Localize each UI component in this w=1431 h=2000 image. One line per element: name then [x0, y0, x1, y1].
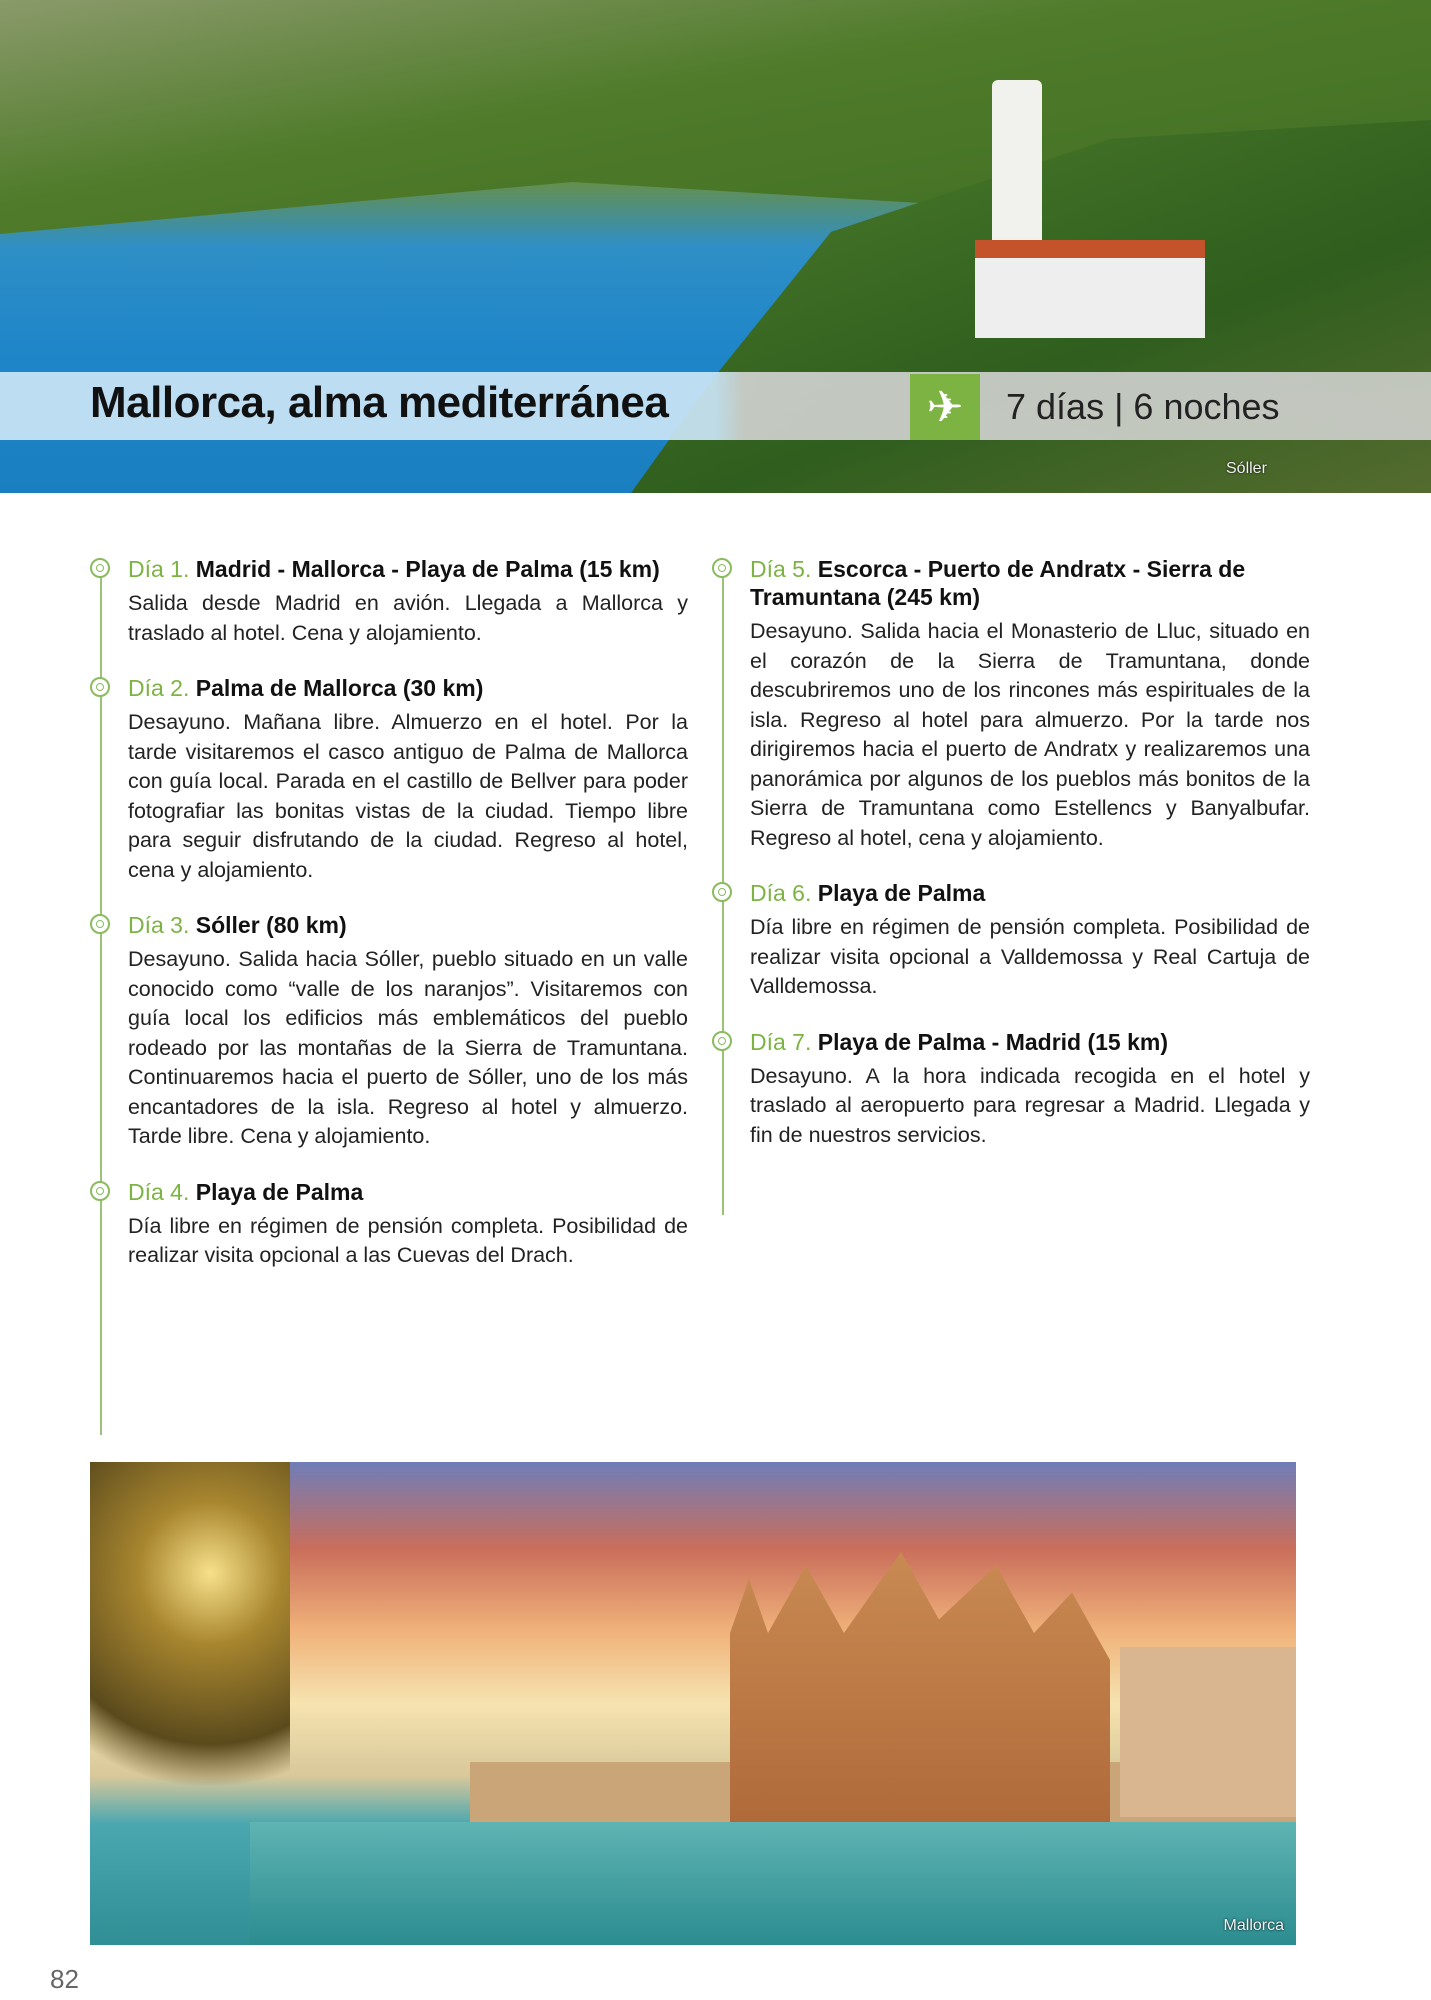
day-description: Desayuno. Salida hacia Sóller, pueblo situado en un valle conocido como “valle de los naranjos”. Visitaremos con guía local los edificios más emblemáticos del pueblo rodeado por las montañas de la Sierra de Tramuntana. Continuaremos hacia el puerto de Sóller, uno de los más encantadores de la isla. Regreso al hotel y almuerzo. Tarde libre. Cena y alojamiento.: [128, 947, 688, 1148]
palace: [1120, 1647, 1296, 1817]
itinerary-right-column: [710, 555, 1310, 1176]
timeline-bullet-icon: [90, 1181, 110, 1201]
itinerary-day: [710, 879, 1310, 1002]
itinerary-day: [710, 555, 1310, 853]
day-heading: Día 3. Sóller (80 km): [128, 912, 347, 938]
itinerary-day: [88, 555, 688, 648]
cathedral: [730, 1552, 1110, 1822]
lake: [250, 1822, 1296, 1945]
itinerary-day: [710, 1028, 1310, 1151]
day-description: Día libre en régimen de pensión completa. Posibilidad de realizar visita opcional a Valldemossa y Real Cartuja de Valldemossa.: [750, 915, 1310, 998]
day-heading: Día 4. Playa de Palma: [128, 1178, 364, 1205]
page-number: 82: [50, 1964, 79, 1994]
palma-cathedral-photo: [90, 1462, 1296, 1945]
tree: [90, 1462, 290, 1832]
page-title: Mallorca, alma mediterránea: [90, 378, 669, 427]
timeline-bullet-icon: [90, 558, 110, 578]
timeline-bullet-icon: [712, 882, 732, 902]
day-description: Salida desde Madrid en avión. Llegada a Mallorca y traslado al hotel. Cena y alojamiento.: [128, 591, 688, 645]
timeline-bullet-icon: [712, 1031, 732, 1051]
timeline-bullet-icon: [90, 914, 110, 934]
itinerary-day: [88, 1178, 688, 1271]
day-heading: Día 1. Madrid - Mallorca - Playa de Palma (15 km): [128, 556, 660, 582]
trip-duration: 7 días | 6 noches: [1006, 386, 1280, 427]
house: [975, 240, 1205, 338]
day-heading: Día 6. Playa de Palma: [750, 880, 986, 906]
timeline-bullet-icon: [712, 558, 732, 578]
photo-caption: Mallorca: [1223, 1917, 1284, 1934]
day-description: Desayuno. Mañana libre. Almuerzo en el hotel. Por la tarde visitaremos el casco antiguo de Palma de Mallorca con guía local. Parada en el castillo de Bellver para poder fotografiar las bonitas vistas de la ciudad. Tiempo libre para seguir disfrutando de la ciudad. Regreso al hotel, cena y alojamiento.: [128, 710, 688, 882]
itinerary-day: [88, 911, 688, 1152]
airplane-icon: ✈: [910, 374, 980, 440]
day-description: Día libre en régimen de pensión completa. Posibilidad de realizar visita opcional a las Cuevas del Drach.: [128, 1213, 688, 1267]
itinerary-day: [88, 674, 688, 885]
day-heading: Día 7. Playa de Palma - Madrid (15 km): [750, 1028, 1169, 1055]
day-description: Desayuno. Salida hacia el Monasterio de Lluc, situado en el corazón de la Sierra de Tramuntana, donde descubriremos uno de los rincones más espirituales de la isla. Regreso al hotel para almuerzo. Por la tarde nos dirigiremos hacia el puerto de Andratx y realizaremos una panorámica por algunos de los pueblos más bonitos de la Sierra de Tramuntana como Estellencs y Banyalbufar. Regreso al hotel, cena y alojamiento.: [750, 619, 1310, 850]
day-description: Desayuno. A la hora indicada recogida en el hotel y traslado al aeropuerto para regresar a Madrid. Llegada y fin de nuestros servicios.: [750, 1063, 1310, 1147]
day-heading: Día 5. Escorca - Puerto de Andratx - Sierra de Tramuntana (245 km): [750, 556, 1246, 610]
photo-caption: Sóller: [1226, 460, 1267, 477]
itinerary-left-column: [88, 555, 688, 1297]
timeline-bullet-icon: [90, 677, 110, 697]
day-heading: Día 2. Palma de Mallorca (30 km): [128, 675, 484, 701]
